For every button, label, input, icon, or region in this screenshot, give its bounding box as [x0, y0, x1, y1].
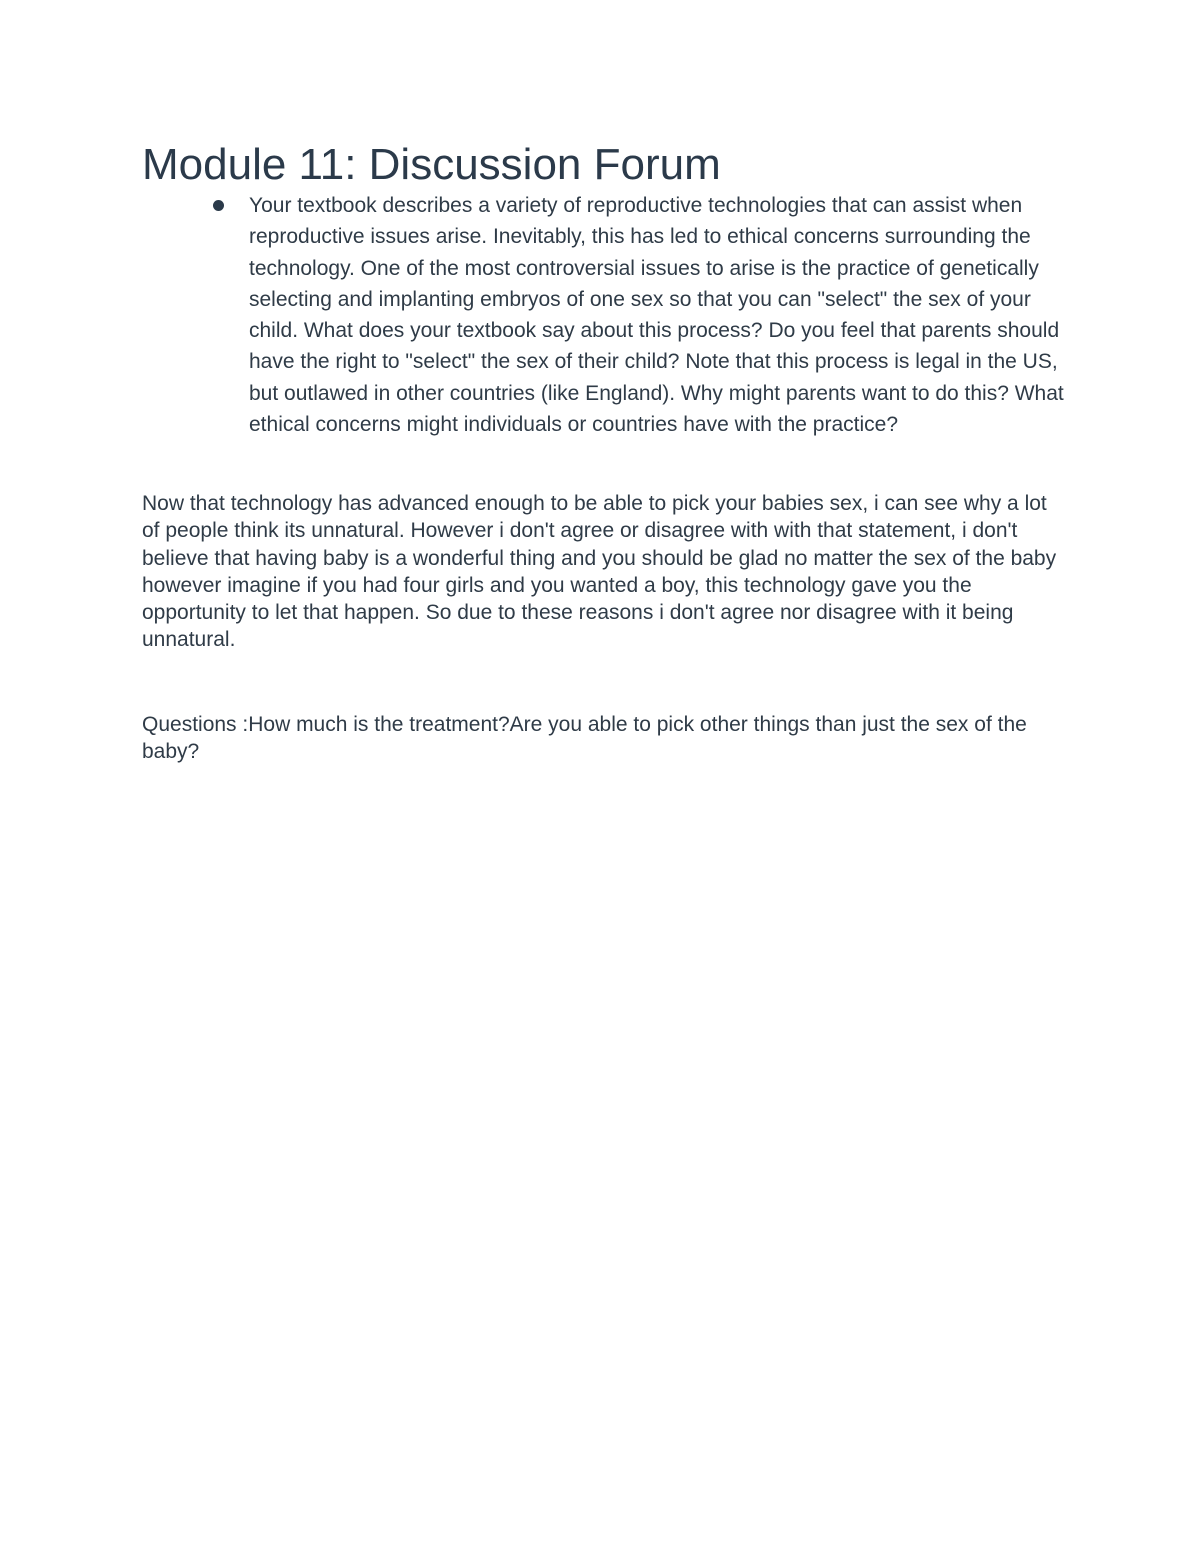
page-title: Module 11: Discussion Forum [142, 140, 721, 189]
questions-paragraph: Questions :How much is the treatment?Are you able to pick other things than just the sex of the baby? [142, 713, 1027, 764]
prompt-list [210, 190, 1070, 440]
prompt-text: Your textbook describes a variety of reproductive technologies that can assist when reproductive issues arise. Inevitably, this has led to ethical concerns surrounding the technology. One of the most controversial issues to arise is the practice of genetically selecting and implanting embryos of one sex so that you can "select" the sex of your child. What does your textbook say about this process? Do you feel that parents should have the right to "select" the sex of their child? Note that this process is legal in the US, but outlawed in other countries (like England). Why might parents want to do this? What ethical concerns might individuals or countries have with the practice? [249, 194, 1064, 437]
response-paragraph: Now that technology has advanced enough to be able to pick your babies sex, i can see why a lot of people think its unnatural. However i don't agree or disagree with with that statement, i don't believe that having baby is a wonderful thing and you should be glad no matter the sex of the baby however imagine if you had four girls and you wanted a boy, this technology gave you the opportunity to let that happen. So due to these reasons i don't agree nor disagree with it being unnatural. [142, 492, 1057, 652]
prompt-bullet-item [210, 190, 1070, 440]
bullet-icon [213, 200, 224, 211]
